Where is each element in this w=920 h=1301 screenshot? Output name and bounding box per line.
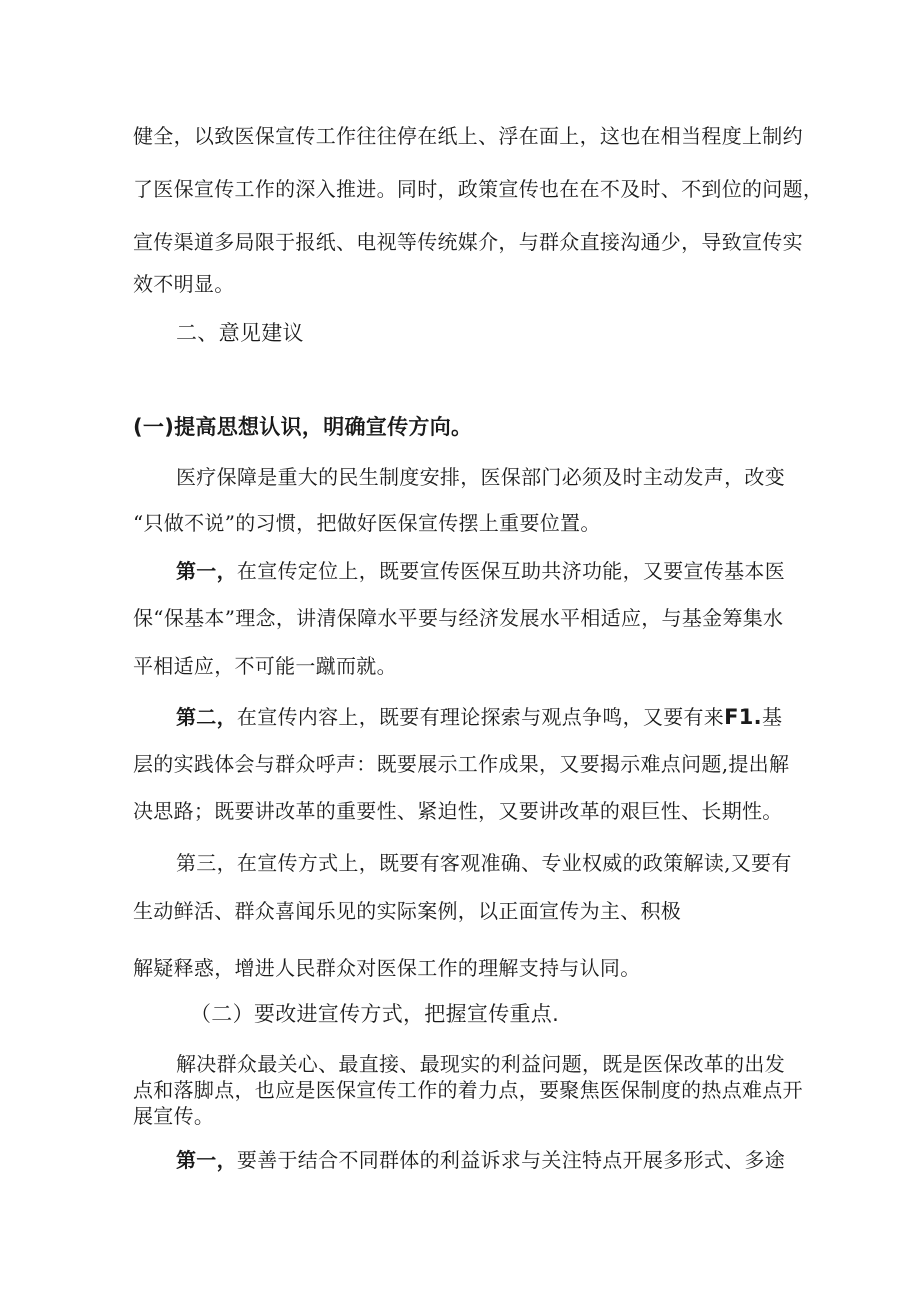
paragraph-first-line: [176, 703, 782, 731]
body-text-line: 宣传渠道多局限于报纸、电视等传统媒介，与群众直接沟通少，导致宣传实: [133, 230, 803, 254]
section-heading: 二、意见建议: [176, 321, 304, 345]
subsection-heading-2: （二）要改进宣传方式，把握宣传重点.: [190, 1002, 560, 1026]
body-text-line: 展宣传。: [133, 1104, 215, 1128]
body-text: 在宣传内容上，既要有理论探索与观点争鸣，又要有来: [236, 705, 725, 729]
paragraph-lead: 第一，: [176, 1148, 237, 1172]
body-text-line: 解决群众最关心、最直接、最现实的利益问题，既是医保改革的出发: [176, 1052, 785, 1076]
paragraph-first-line: [176, 557, 785, 585]
body-text-line: 决思路；既要讲改革的重要性、紧迫性，又要讲改革的艰巨性、长期性。: [133, 799, 783, 823]
body-text-line: 生动鲜活、群众喜闻乐见的实际案例，以正面宣传为主、积极: [133, 899, 682, 923]
body-text-line: “只做不说”的习惯，把做好医保宣传摆上重要位置。: [133, 511, 601, 535]
paragraph-lead: 第一，: [176, 559, 237, 583]
body-text-line: 健全，以致医保宣传工作往往停在纸上、浮在面上，这也在相当程度上制约: [133, 124, 803, 148]
subsection-heading-1: (一)提高思想认识，明确宣传方向。: [133, 415, 473, 439]
body-text-line: 效不明显。: [133, 272, 235, 296]
body-text-line: 医疗保障是重大的民生制度安排，医保部门必须及时主动发声，改变: [176, 465, 785, 489]
body-text-line: 第三，在宣传方式上，既要有客观准确、专业权威的政策解读,又要有: [176, 851, 792, 875]
ocr-artifact-text: F1.: [724, 705, 762, 729]
body-text-line: 层的实践体会与群众呼声：既要展示工作成果，又要揭示难点问题,提出解: [133, 752, 790, 776]
body-text: 基: [761, 705, 783, 729]
body-text-line: 了医保宣传工作的深入推进。同时，政策宣传也在在不及时、不到位的问题，: [133, 177, 824, 201]
body-text-line: 点和落脚点，也应是医保宣传工作的着力点，要聚焦医保制度的热点难点开: [133, 1078, 803, 1102]
body-text: 要善于结合不同群体的利益诉求与关注特点开展多形式、多途: [236, 1148, 786, 1172]
paragraph-first-line: [176, 1146, 785, 1174]
body-text-line: 平相适应，不可能一蹴而就。: [133, 654, 397, 678]
body-text-line: 保“保基本”理念，讲清保障水平要与经济发展水平相适应，与基金筹集水: [133, 606, 784, 630]
body-text: 在宣传定位上，既要宣传医保互助共济功能，又要宣传基本医: [236, 559, 786, 583]
body-text-line: 解疑释惑，增进人民群众对医保工作的理解支持与认同。: [133, 956, 641, 980]
paragraph-lead: 第二，: [176, 705, 237, 729]
